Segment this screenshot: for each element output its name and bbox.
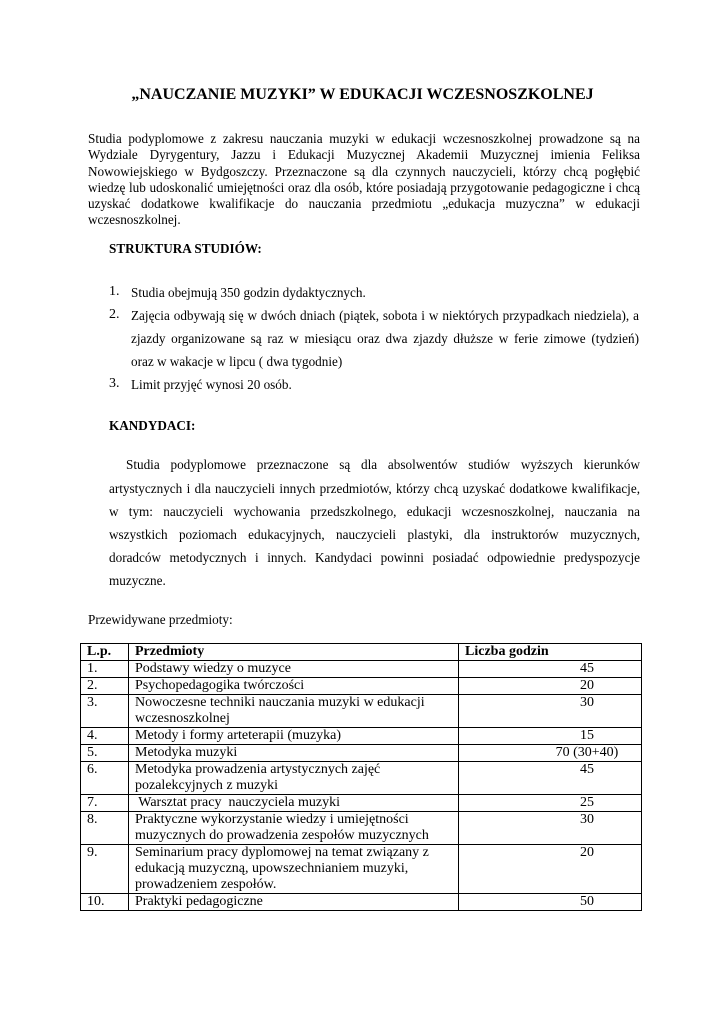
row-number: 3. [81, 695, 129, 728]
table-row [81, 762, 642, 795]
intro-line: chcą uzyskać dodatkowe kwalifikacje do nauczania przedmiotu „edukacja muzyczna” w edukacji [88, 179, 641, 212]
structure-heading: STRUKTURA STUDIÓW: [109, 241, 262, 256]
subject-line: Nowoczesne techniki nauczania muzyki w edukacji [135, 695, 425, 710]
table-row [81, 695, 642, 728]
intro-line: Nowowiejskiego w Bydgoszczy. Przeznaczone są dla czynnych nauczycieli, którzy chcą pogłębić [88, 163, 640, 179]
row-subject [129, 678, 459, 695]
row-number: 2. [81, 678, 129, 695]
candidates-line: w tym: nauczycieli wychowania przedszkolnego, edukacji wczesnoszkolnej, nauczania na [109, 504, 640, 519]
subjects-label: Przewidywane przedmioty: [88, 612, 233, 627]
subject-line: wczesnoszkolnej [135, 711, 230, 726]
row-hours: 20 [459, 678, 642, 695]
row-hours: 50 [459, 894, 642, 911]
row-number: 1. [81, 661, 129, 678]
table-row [81, 678, 642, 695]
table-row [81, 812, 642, 845]
row-number: 7. [81, 795, 129, 812]
row-subject [129, 845, 459, 894]
subject-line: Seminarium pracy dyplomowej na temat związany z [135, 845, 429, 860]
candidates-line: wszystkich poziomach edukacyjnych, nauczycieli plastyki, dla instruktorów muzycznych, [109, 527, 640, 542]
intro-line: Wydziale Dyrygentury, Jazzu i Edukacji Muzycznej Akademii Muzycznej imienia Feliksa [88, 147, 640, 163]
candidates-line: Studia podyplomowe przeznaczone są dla absolwentów studiów wyższych kierunków [126, 457, 640, 472]
row-number: 6. [81, 762, 129, 795]
row-hours: 45 [459, 661, 642, 678]
candidates-line: artystycznych i dla nauczycieli innych przedmiotów, którzy chcą uzyskać dodatkowe kwalifikacje, [109, 481, 640, 496]
row-number: 4. [81, 728, 129, 745]
subject-line: Warsztat pracy nauczyciela muzyki [135, 795, 341, 810]
row-hours: 30 [459, 695, 642, 728]
row-hours: 30 [459, 812, 642, 845]
row-subject [129, 762, 459, 795]
subject-line: Psychopedagogika twórczości [135, 678, 305, 693]
subject-line: prowadzeniem zespołów. [135, 877, 277, 892]
candidates-line: doradców metodycznych i innych. Kandydaci powinni posiadać odpowiednie predyspozycje [109, 550, 640, 565]
header-subject: Przedmioty [129, 644, 459, 661]
row-subject [129, 661, 459, 678]
row-number: 8. [81, 812, 129, 845]
subject-line: muzycznych do prowadzenia zespołów muzycznych [135, 828, 429, 843]
table-body [81, 661, 642, 911]
row-subject [129, 695, 459, 728]
list-number: 3. [109, 376, 120, 391]
subject-line: Metody i formy arteterapii (muzyka) [135, 728, 342, 743]
list-item-text: Limit przyjęć wynosi 20 osób. [131, 377, 292, 392]
row-number: 9. [81, 845, 129, 894]
list-item-text: zjazdy organizowane są raz w miesiącu oraz dwa zjazdy dłuższe w ferie zimowe (tydzień) [131, 331, 639, 346]
row-hours: 25 [459, 795, 642, 812]
subject-line: pozalekcyjnych z muzyki [135, 778, 279, 793]
table-row [81, 795, 642, 812]
intro-paragraph [88, 131, 640, 229]
table-row [81, 745, 642, 762]
row-hours: 70 (30+40) [459, 745, 642, 762]
subject-line: Metodyka prowadzenia artystycznych zajęć [135, 762, 381, 777]
header-lp: L.p. [81, 644, 129, 661]
list-number: 2. [109, 307, 120, 322]
intro-line: Studia podyplomowe z zakresu nauczania muzyki w edukacji wczesnoszkolnej prowadzone są na [88, 131, 640, 146]
table-row [81, 845, 642, 894]
page-title: „NAUCZANIE MUZYKI” W EDUKACJI WCZESNOSZKOLNEJ [131, 86, 594, 103]
subject-line: Praktyczne wykorzystanie wiedzy i umiejętności [135, 812, 409, 827]
list-item-text: oraz w wakacje w lipcu ( dwa tygodnie) [131, 354, 343, 369]
row-subject [129, 728, 459, 745]
table-row [81, 661, 642, 678]
row-number: 10. [81, 894, 129, 911]
candidates-line: muzyczne. [109, 573, 166, 588]
row-subject [129, 745, 459, 762]
table-row [81, 728, 642, 745]
row-subject [129, 812, 459, 845]
subjects-table [80, 643, 642, 911]
subject-line: Podstawy wiedzy o muzyce [135, 661, 291, 676]
list-item-text: Studia obejmują 350 godzin dydaktycznych. [131, 285, 366, 300]
row-hours: 20 [459, 845, 642, 894]
list-item-text: Zajęcia odbywają się w dwóch dniach (piątek, sobota i w niektórych przypadkach niedziela), a [131, 308, 639, 323]
row-hours: 45 [459, 762, 642, 795]
subject-line: edukacją muzyczną, upowszechnianiem muzyki, [135, 861, 409, 876]
subject-line: Metodyka muzyki [135, 745, 238, 760]
intro-line: wiedzę lub udoskonalić umiejętności oraz dla osób, które posiadają przygotowanie pedagogiczne i [88, 179, 613, 195]
row-hours: 15 [459, 728, 642, 745]
row-subject [129, 894, 459, 911]
intro-line: wczesnoszkolnej. [88, 212, 181, 228]
row-number: 5. [81, 745, 129, 762]
subject-line: Praktyki pedagogiczne [135, 894, 263, 909]
list-number: 1. [109, 284, 120, 299]
table-header-row [81, 644, 642, 661]
candidates-heading: KANDYDACI: [109, 418, 196, 433]
table-row [81, 894, 642, 911]
row-subject [129, 795, 459, 812]
header-hours: Liczba godzin [459, 644, 642, 661]
